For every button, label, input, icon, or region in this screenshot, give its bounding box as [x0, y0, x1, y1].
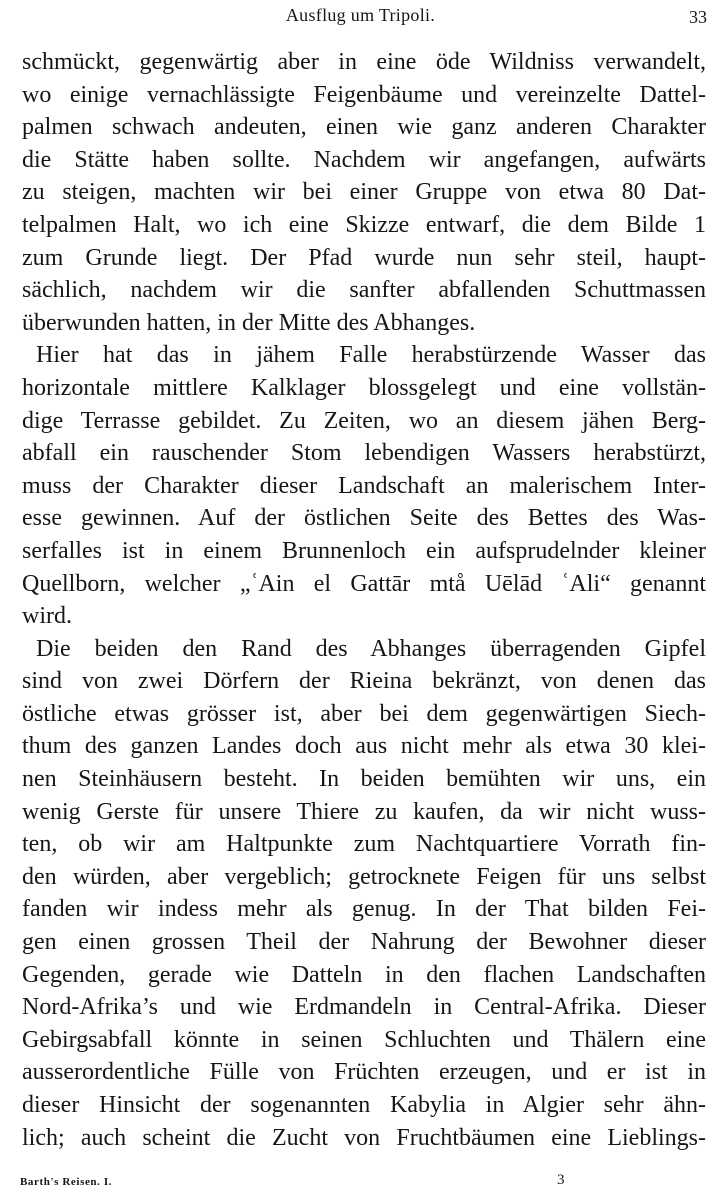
text-line: Die beiden den Rand des Abhanges überragenden Gipfel	[36, 635, 706, 662]
text-line: palmen schwach andeuten, einen wie ganz anderen Charakter	[22, 114, 706, 141]
text-line: horizontale mittlere Kalklager blossgelegt und eine vollstän-	[22, 374, 706, 401]
body-text	[22, 46, 706, 1154]
text-line: muss der Charakter dieser Landschaft an malerischem Inter-	[22, 472, 706, 499]
text-line: Quellborn, welcher „ʿAin el Gattār mtå Uēlād ʿAli“ genannt	[22, 570, 706, 597]
text-line: ten, ob wir am Haltpunkte zum Nachtquartiere Vorrath fin-	[22, 831, 706, 858]
text-line: östliche etwas grösser ist, aber bei dem gegenwärtigen Siech-	[22, 700, 706, 727]
text-line: nen Steinhäusern besteht. In beiden bemühten wir uns, ein	[22, 766, 706, 793]
text-line: sind von zwei Dörfern der Rieina bekränzt, von denen das	[22, 668, 706, 695]
text-line: sächlich, nachdem wir die sanfter abfallenden Schuttmassen	[22, 277, 706, 304]
text-line: Gebirgsabfall könnte in seinen Schluchten und Thälern eine	[22, 1026, 706, 1053]
text-line: Nord-Afrika’s und wie Erdmandeln in Central-Afrika. Dieser	[22, 994, 706, 1021]
text-line: abfall ein rauschender Stom lebendigen Wassers herabstürzt,	[22, 440, 706, 467]
text-line: überwunden hatten, in der Mitte des Abhanges.	[22, 309, 476, 336]
text-line: die Stätte haben sollte. Nachdem wir angefangen, aufwärts	[22, 146, 706, 173]
text-line: lich; auch scheint die Zucht von Fruchtbäumen eine Lieblings-	[22, 1124, 706, 1151]
footer-signature: Barth's Reisen. I.	[20, 1176, 113, 1188]
text-line: wo einige vernachlässigte Feigenbäume und vereinzelte Dattel-	[22, 81, 706, 108]
text-line: gen einen grossen Theil der Nahrung der Bewohner dieser	[22, 929, 706, 956]
text-line: wenig Gerste für unsere Thiere zu kaufen, da wir nicht wuss-	[22, 798, 706, 825]
running-title: Ausflug um Tripoli.	[285, 5, 436, 25]
text-line: thum des ganzen Landes doch aus nicht mehr als etwa 30 klei-	[22, 733, 706, 760]
text-line: zum Grunde liegt. Der Pfad wurde nun sehr steil, haupt-	[22, 244, 706, 271]
text-line: dige Terrasse gebildet. Zu Zeiten, wo an diesem jähen Berg-	[22, 407, 706, 434]
text-line: esse gewinnen. Auf der östlichen Seite des Bettes des Was-	[22, 505, 706, 532]
page-number: 33	[689, 7, 707, 27]
text-line: schmückt, gegenwärtig aber in eine öde Wildniss verwandelt,	[22, 49, 706, 75]
text-line: den würden, aber vergeblich; getrocknete Feigen für uns selbst	[22, 863, 706, 890]
text-line: telpalmen Halt, wo ich eine Skizze entwarf, die dem Bilde 1	[22, 211, 706, 238]
text-line: serfalles ist in einem Brunnenloch ein aufsprudelnder kleiner	[22, 537, 706, 564]
text-line: Hier hat das in jähem Falle herabstürzende Wasser das	[36, 342, 706, 369]
footer-sheet-number: 3	[557, 1172, 565, 1188]
text-line: wird.	[22, 603, 72, 630]
text-line: dieser Hinsicht der sogenannten Kabylia in Algier sehr ähn-	[22, 1092, 706, 1118]
text-line: Gegenden, gerade wie Datteln in den flachen Landschaften	[22, 961, 706, 988]
text-line: fanden wir indess mehr als genug. In der That bilden Fei-	[22, 896, 706, 923]
text-line: zu steigen, machten wir bei einer Gruppe von etwa 80 Dat-	[22, 179, 706, 206]
text-line: ausserordentliche Fülle von Früchten erzeugen, und er ist in	[22, 1059, 706, 1086]
